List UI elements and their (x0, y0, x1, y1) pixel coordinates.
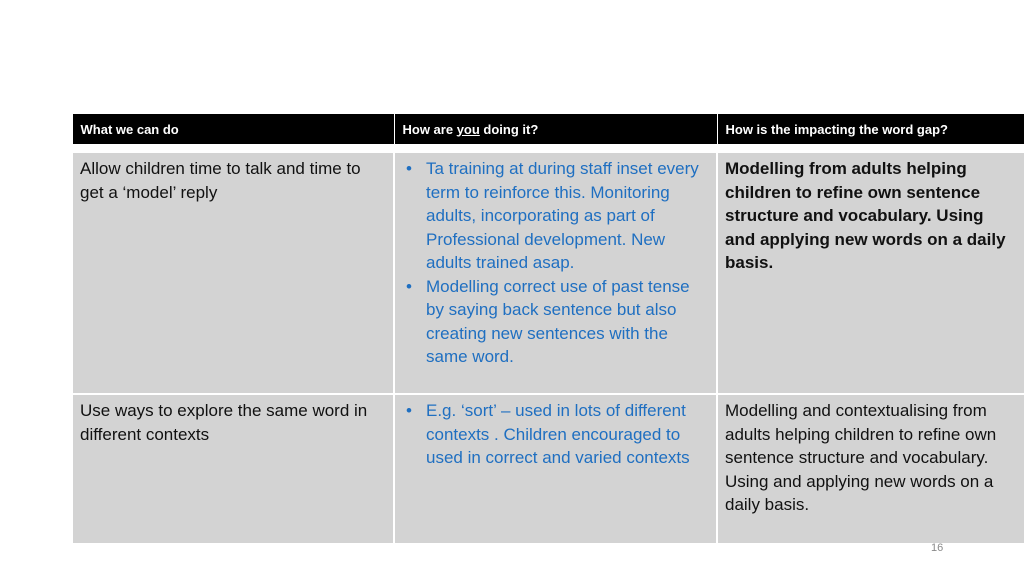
bullet-item (406, 399, 710, 470)
how-cell (394, 394, 717, 544)
strategy-table (71, 113, 1024, 545)
table-row (72, 394, 1024, 544)
how-bullet-list (402, 399, 710, 470)
header-text-emphasis: you (456, 121, 480, 137)
bullet-text: Modelling correct use of past tense by saying back sentence but also creating new sentences with the same word. (426, 276, 690, 366)
bullet-marker: • (406, 401, 412, 420)
header-impact: How is the impacting the word gap? (717, 114, 1024, 145)
how-cell (394, 152, 717, 394)
bullet-text: E.g. ‘sort’ – used in lots of different contexts . Children encouraged to used in correct and varied contexts (426, 401, 690, 467)
header-spacer (72, 145, 1024, 153)
bullet-item (406, 275, 710, 369)
header-row (72, 114, 1024, 145)
bullet-item (406, 157, 710, 275)
what-cell: Use ways to explore the same word in different contexts (72, 394, 394, 544)
header-how-are-you-doing-it (394, 114, 717, 145)
header-what-we-can-do: What we can do (72, 114, 394, 145)
impact-cell: Modelling from adults helping children to refine own sentence structure and vocabulary. Using and applying new words on a daily basis. (717, 152, 1024, 394)
how-bullet-list (402, 157, 710, 369)
header-text-pre: How are (402, 121, 457, 137)
bullet-marker: • (406, 276, 412, 296)
header-text-post: doing it? (479, 121, 539, 137)
bullet-text: Ta training at during staff inset every term to reinforce this. Monitoring adults, incorporating as part of Professional development. New adults trained asap. (426, 159, 699, 272)
page-number: 16 (931, 542, 944, 554)
what-cell: Allow children time to talk and time to get a ‘model’ reply (72, 152, 394, 394)
table-row (72, 152, 1024, 394)
bullet-marker: • (406, 159, 412, 178)
impact-cell: Modelling and contextualising from adults helping children to refine own sentence structure and vocabulary. Using and applying new words on a daily basis. (717, 394, 1024, 544)
